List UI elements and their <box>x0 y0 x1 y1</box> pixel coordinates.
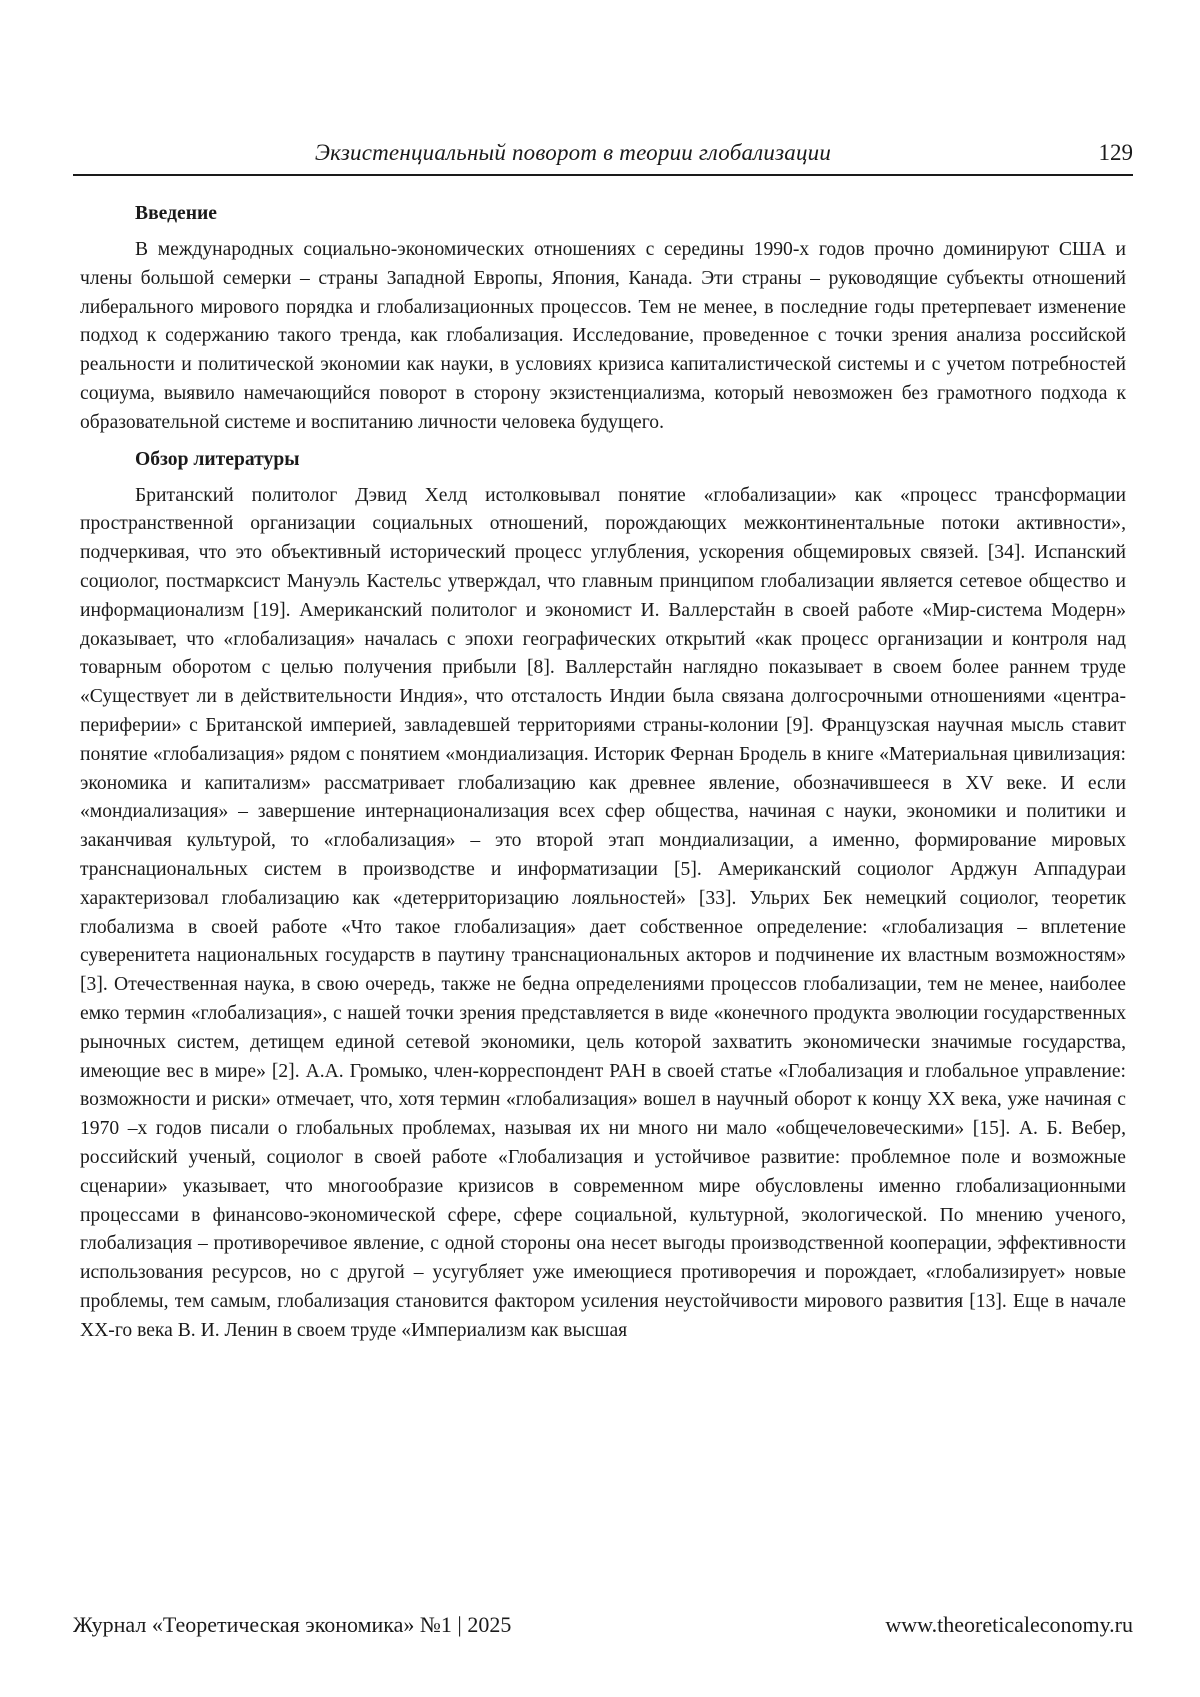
journal-website: www.theoreticaleconomy.ru <box>885 1612 1133 1638</box>
page-footer <box>73 1612 1133 1644</box>
section-heading-literature-review: Обзор литературы <box>80 446 1126 474</box>
article-body <box>80 200 1126 1353</box>
page-number: 129 <box>1099 140 1134 166</box>
journal-citation: Журнал «Теоретическая экономика» №1 | 2025 <box>73 1612 511 1638</box>
journal-page <box>0 0 1200 1697</box>
section-heading-introduction: Введение <box>80 200 1126 228</box>
paragraph-literature-review: Британский политолог Дэвид Хелд истолковывал понятие «глобализации» как «процесс трансформации пространственной организации социальных отношений, порождающих межконтинентальные потоки активности», подчеркивая, что это объективный исторический процесс углубления, ускорения общемировых связей. [34]. Испанский социолог, постмарксист Мануэль Кастельс утверждал, что главным принципом глобализации является сетевое общество и информационализм [19]. Американский политолог и экономист И. Валлерстайн в своей работе «Мир-система Модерн» доказывает, что «глобализация» началась с эпохи географических открытий «как процесс организации и контроля над товарным оборотом с целью получения прибыли [8]. Валлерстайн наглядно показывает в своем более раннем труде «Существует ли в действительности Индия», что отсталость Индии была связана долгосрочными отношениями «центра-периферии» с Британской империей, завладевшей территориями страны-колонии [9]. Французская научная мысль ставит понятие «глобализация» рядом с понятием «мондиализация. Историк Фернан Бродель в книге «Материальная цивилизация: экономика и капитализм» рассматривает глобализацию как древнее явление, обозначившееся в XV веке. И если «мондиализация» – завершение интернационализация всех сфер общества, начиная с науки, экономики и политики и заканчивая культурой, то «глобализация» – это второй этап мондиализации, а именно, формирование мировых транснациональных систем в производстве и информатизации [5]. Американский социолог Арджун Аппадураи характеризовал глобализацию как «детерриторизацию лояльностей» [33]. Ульрих Бек немецкий социолог, теоретик глобализма в своей работе «Что такое глобализация» дает собственное определение: «глобализация – вплетение суверенитета национальных государств в паутину транснациональных акторов и подчинение их властным возможностям» [3]. Отечественная наука, в свою очередь, также не бедна определениями процессов глобализации, тем не менее, наиболее емко термин «глобализация», с нашей точки зрения представляется в виде «конечного продукта эволюции государственных рыночных систем, детищем единой сетевой экономики, цель которой захватить экономически значимые государства, имеющие вес в мире» [2]. А.А. Громыко, член-корреспондент РАН в своей статье «Глобализация и глобальное управление: возможности и риски» отмечает, что, хотя термин «глобализация» вошел в научный оборот к концу XX века, уже начиная с 1970 –х годов писали о глобальных проблемах, называя их ни много ни мало «общечеловеческими» [15]. А. Б. Вебер, российский ученый, социолог в своей работе «Глобализация и устойчивое развитие: проблемное поле и возможные сценарии» указывает, что многообразие кризисов в современном мире обусловлены именно глобализационными процессами в финансово-экономической сфере, сфере социальной, культурной, экологической. По мнению ученого, глобализация – противоречивое явление, с одной стороны она несет выгоды производственной кооперации, эффективности использования ресурсов, но с другой – усугубляет уже имеющиеся противоречия и порождает, «глобализирует» новые проблемы, тем самым, глобализация становится фактором усиления неустойчивости мирового развития [13]. Еще в начале XX-го века В. И. Ленин в своем труде «Империализм как высшая <box>80 482 1126 1346</box>
paragraph-introduction: В международных социально-экономических отношениях с середины 1990-х годов прочно доминируют США и члены большой семерки – страны Западной Европы, Япония, Канада. Эти страны – руководящие субъекты отношений либерального мирового порядка и глобализационных процессов. Тем не менее, в последние годы претерпевает изменение подход к содержанию такого тренда, как глобализация. Исследование, проведенное с точки зрения анализа российской реальности и политической экономии как науки, в условиях кризиса капиталистической системы и с учетом потребностей социума, выявило намечающийся поворот в сторону экзистенциализма, который невозможен без грамотного подхода к образовательной системе и воспитанию личности человека будущего. <box>80 236 1126 438</box>
running-header <box>73 140 1133 176</box>
running-title: Экзистенциальный поворот в теории глобализации <box>73 140 1073 166</box>
